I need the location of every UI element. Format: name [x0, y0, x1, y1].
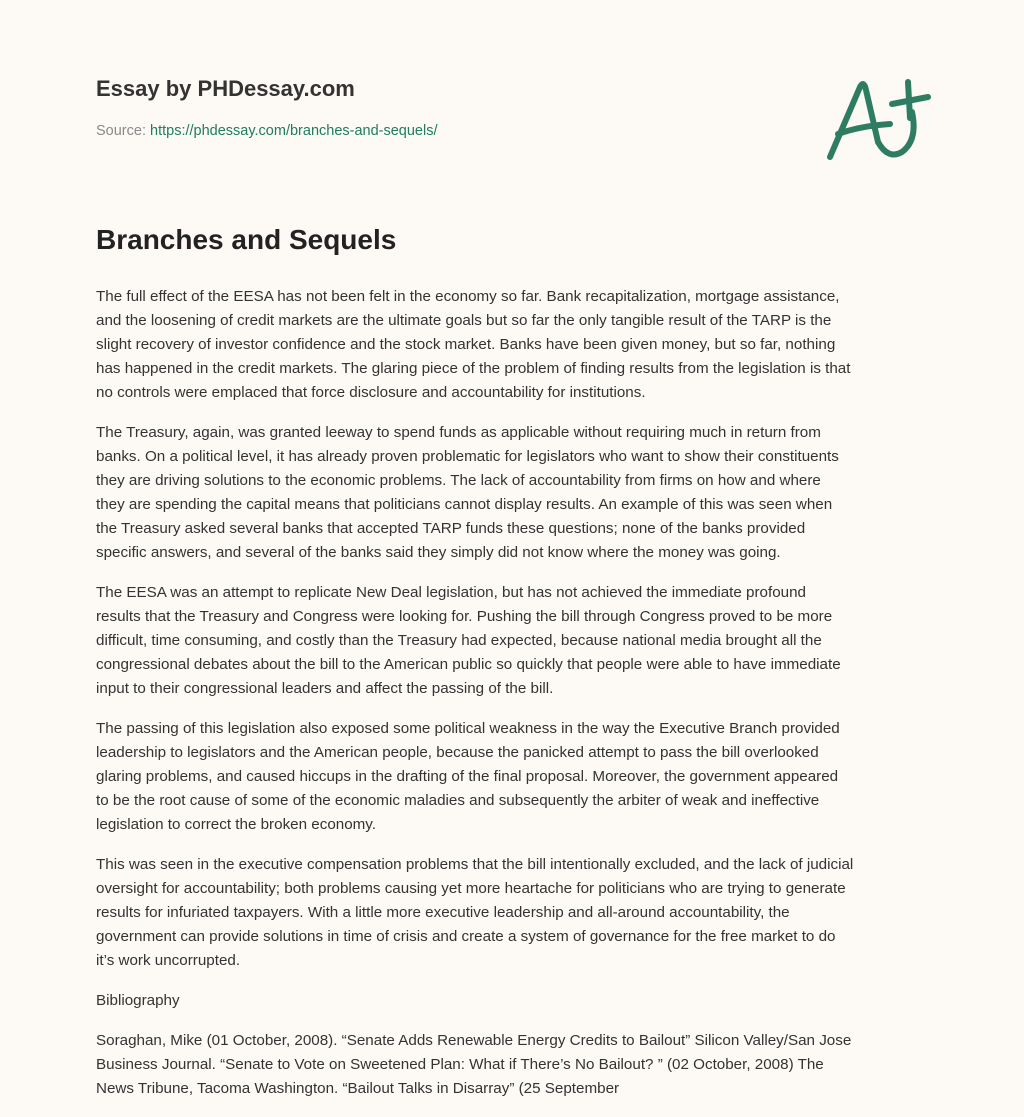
- paragraph: [96, 581, 936, 701]
- text-line: The passing of this legislation also exposed some political weakness in the way the Executive Branch provided: [96, 720, 840, 737]
- text-line: no controls were emplaced that force disclosure and accountability for institutions.: [96, 384, 646, 401]
- text-line: and the loosening of credit markets are the ultimate goals but so far the only tangible result of the TARP is the: [96, 312, 832, 329]
- text-line: to be the root cause of some of the economic maladies and subsequently the arbiter of weak and ineffective: [96, 792, 820, 809]
- text-line: government can provide solutions in time of crisis and create a system of governance for the free market to do: [96, 928, 836, 945]
- text-line: they are spending the capital means that politicians cannot display results. An example of this was seen when: [96, 496, 833, 513]
- text-line: legislation to correct the broken economy.: [96, 816, 376, 833]
- text-line: banks. On a political level, it has already proven problematic for legislators who want to show their constituents: [96, 448, 839, 465]
- text-line: they are driving solutions to the economic problems. The lack of accountability from firms on how and where: [96, 472, 821, 489]
- text-line: leadership to legislators and the American people, because the panicked attempt to pass the bill overlooked: [96, 744, 819, 761]
- text-line: congressional debates about the bill to the American public so quickly that people were able to have immediate: [96, 656, 841, 673]
- text-line: News Tribune, Tacoma Washington. “Bailout Talks in Disarray” (25 September: [96, 1080, 620, 1097]
- text-line: input to their congressional leaders and affect the passing of the bill.: [96, 680, 554, 697]
- text-line: difficult, time consuming, and costly than the Treasury had expected, because national media brought all the: [96, 632, 822, 649]
- paragraph: [96, 853, 936, 973]
- text-line: This was seen in the executive compensation problems that the bill intentionally excluded, and the lack of judicial: [96, 856, 854, 873]
- page-title: Branches and Sequels: [96, 224, 397, 255]
- essay-body: [96, 285, 936, 1117]
- text-line: specific answers, and several of the banks said they simply did not know where the money was going.: [96, 544, 781, 561]
- text-line: Business Journal. “Senate to Vote on Sweetened Plan: What if There’s No Bailout? ” (02 October, 2008) The: [96, 1056, 824, 1073]
- paragraph: [96, 717, 936, 837]
- text-line: Soraghan, Mike (01 October, 2008). “Senate Adds Renewable Energy Credits to Bailout” Silicon Valley/San Jose: [96, 1032, 852, 1049]
- text-line: it’s work uncorrupted.: [96, 952, 241, 969]
- bibliography-entry: [96, 1029, 936, 1101]
- text-line: The full effect of the EESA has not been felt in the economy so far. Bank recapitalization, mortgage assistance,: [96, 288, 840, 305]
- source-line: [96, 123, 438, 139]
- text-line: glaring problems, and caused hiccups in the drafting of the final proposal. Moreover, the government appeared: [96, 768, 839, 785]
- paragraph: [96, 421, 936, 565]
- text-line: results for infuriated taxpayers. With a little more executive leadership and all-around accountability, the: [96, 904, 790, 921]
- a-plus-logo-icon: [820, 62, 940, 172]
- site-title: Essay by PHDessay.com: [96, 76, 355, 101]
- text-line: oversight for accountability; both problems causing yet more heartache for politicians who are trying to generate: [96, 880, 846, 897]
- source-label: Source:: [96, 123, 146, 139]
- paragraph: [96, 285, 936, 405]
- text-line: Bibliography: [96, 992, 180, 1009]
- text-line: has happened in the credit markets. The glaring piece of the problem of finding results from the legislation is that: [96, 360, 851, 377]
- text-line: the Treasury asked several banks that accepted TARP funds these questions; none of the banks provided: [96, 520, 806, 537]
- bibliography-heading: [96, 989, 936, 1013]
- text-line: The Treasury, again, was granted leeway to spend funds as applicable without requiring much in return from: [96, 424, 821, 441]
- source-link[interactable]: https://phdessay.com/branches-and-sequels/: [150, 123, 438, 139]
- text-line: slight recovery of investor confidence and the stock market. Banks have been given money, but so far, nothing: [96, 336, 836, 353]
- text-line: results that the Treasury and Congress were looking for. Pushing the bill through Congress proved to be more: [96, 608, 833, 625]
- text-line: The EESA was an attempt to replicate New Deal legislation, but has not achieved the immediate profound: [96, 584, 807, 601]
